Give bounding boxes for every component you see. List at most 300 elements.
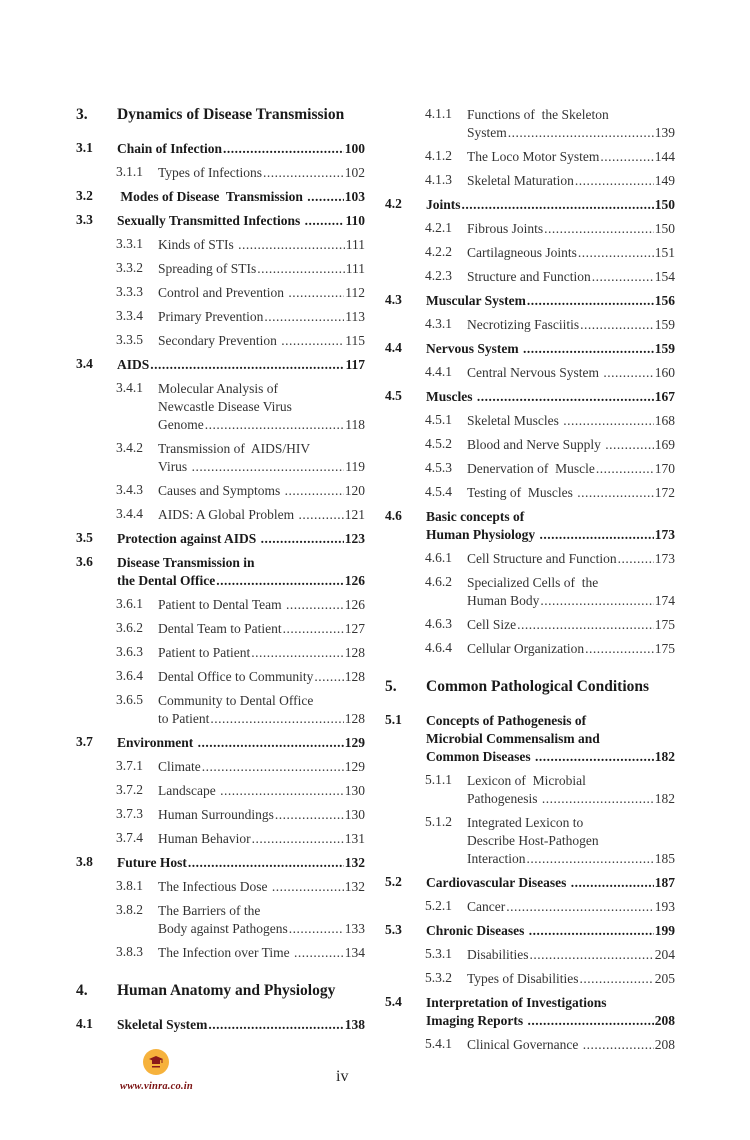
- entry-title-line: The Infection over Time: [158, 945, 293, 960]
- entry-title-line: Skeletal Maturation: [467, 173, 574, 188]
- entry-number: 3.1.1: [116, 164, 143, 179]
- entry-page-number: 149: [654, 173, 675, 188]
- dot-leader: [583, 1036, 654, 1054]
- entry-number: 3.1: [76, 140, 93, 155]
- entry-number: 3.3.4: [116, 308, 143, 323]
- entry-page-number: 120: [344, 483, 365, 498]
- entry-title-line: Common Pathological Conditions: [426, 678, 650, 695]
- entry-title: [158, 758, 365, 776]
- dot-leader: [596, 460, 654, 478]
- dot-leader: [272, 878, 344, 896]
- entry-title: [467, 148, 675, 166]
- entry-number: 3.6.2: [116, 620, 143, 635]
- entry-page-number: 134: [344, 945, 365, 960]
- entry-title: [158, 806, 365, 824]
- entry-number: 4.1.1: [425, 106, 452, 121]
- entry-title: [158, 284, 365, 302]
- entry-page-number: 126: [344, 597, 365, 612]
- entry-title-line: Modes of Disease Transmission: [117, 189, 307, 204]
- entry-title: [158, 506, 365, 524]
- dot-leader: [294, 944, 344, 962]
- dot-leader: [286, 596, 344, 614]
- entry-number: 4.6: [385, 508, 402, 523]
- entry-title-line: The Barriers of the: [158, 903, 261, 918]
- entry-title: [117, 106, 365, 124]
- entry-number: 4.4.1: [425, 364, 452, 379]
- entry-page-number: 167: [654, 389, 675, 404]
- dot-leader: [205, 416, 345, 434]
- dot-leader: [275, 806, 344, 824]
- entry-title: [467, 268, 675, 286]
- entry-number: 3.4: [76, 356, 93, 371]
- entry-number: 3.6.5: [116, 692, 143, 707]
- dot-leader: [526, 850, 653, 868]
- dot-leader: [600, 148, 653, 166]
- entry-title: [426, 712, 675, 766]
- entry-page-number: 208: [654, 1037, 675, 1052]
- page-number: iv: [336, 1068, 349, 1085]
- dot-leader: [529, 922, 654, 940]
- entry-page-number: 132: [344, 879, 365, 894]
- entry-title: [426, 874, 675, 892]
- entry-title: [467, 946, 675, 964]
- entry-title: [467, 814, 675, 868]
- entry-title-line: Describe Host-Pathogen: [467, 833, 599, 848]
- entry-number: 3.5: [76, 530, 93, 545]
- entry-title-line: AIDS: [117, 357, 150, 372]
- entry-page-number: 173: [654, 551, 675, 566]
- dot-leader: [506, 898, 654, 916]
- entry-title-line: Disabilities: [467, 947, 529, 962]
- dot-leader: [508, 124, 654, 142]
- entry-page-number: 172: [654, 485, 675, 500]
- entry-page-number: 113: [345, 309, 365, 324]
- entry-title: [158, 944, 365, 962]
- dot-leader: [530, 946, 654, 964]
- entry-number: 5.3.1: [425, 946, 452, 961]
- entry-number: 5.2: [385, 874, 402, 889]
- entry-number: 3.7: [76, 734, 93, 749]
- entry-title-line: Pathogenesis: [467, 791, 541, 806]
- entry-page-number: 150: [654, 221, 675, 236]
- dot-leader: [257, 260, 345, 278]
- entry-title: [158, 830, 365, 848]
- entry-title-line: Concepts of Pathogenesis of: [426, 713, 587, 728]
- entry-title-line: Fibrous Joints: [467, 221, 544, 236]
- entry-page-number: 111: [345, 261, 365, 276]
- entry-number: 4.6.1: [425, 550, 452, 565]
- entry-number: 3.6.4: [116, 668, 143, 683]
- entry-page-number: 205: [654, 971, 675, 986]
- dot-leader: [288, 284, 344, 302]
- dot-leader: [223, 140, 344, 158]
- dot-leader: [527, 292, 654, 310]
- entry-title-line: Muscles: [426, 389, 476, 404]
- entry-title-line: Types of Infections: [158, 165, 263, 180]
- dot-leader: [535, 748, 654, 766]
- entry-number: 3.4.2: [116, 440, 143, 455]
- dot-leader: [580, 970, 654, 988]
- entry-title: [467, 220, 675, 238]
- entry-title: [117, 212, 365, 230]
- dot-leader: [192, 458, 345, 476]
- entry-title-line: Imaging Reports: [426, 1013, 527, 1028]
- entry-number: 3.7.3: [116, 806, 143, 821]
- entry-title-line: Blood and Nerve Supply: [467, 437, 605, 452]
- entry-number: 3.3.5: [116, 332, 143, 347]
- entry-page-number: 193: [654, 899, 675, 914]
- entry-number: 5.4: [385, 994, 402, 1009]
- dot-leader: [571, 874, 654, 892]
- entry-title-line: The Infectious Dose: [158, 879, 271, 894]
- dot-leader: [202, 758, 344, 776]
- entry-number: 4.6.2: [425, 574, 452, 589]
- entry-number: 3.3: [76, 212, 93, 227]
- entry-page-number: 187: [654, 875, 675, 890]
- entry-title: [467, 550, 675, 568]
- entry-page-number: 199: [654, 923, 675, 938]
- entry-title-line: Functions of the Skeleton: [467, 107, 609, 122]
- entry-number: 4.2.1: [425, 220, 452, 235]
- entry-number: 5.1.2: [425, 814, 452, 829]
- entry-number: 4.6.3: [425, 616, 452, 631]
- entry-page-number: 185: [654, 851, 675, 866]
- dot-leader: [285, 482, 344, 500]
- entry-title-line: Interpretation of Investigations: [426, 995, 607, 1010]
- entry-title-line: Nervous System: [426, 341, 522, 356]
- entry-number: 4.2.3: [425, 268, 452, 283]
- dot-leader: [563, 412, 654, 430]
- entry-title-line: Skeletal System: [117, 1017, 208, 1032]
- entry-title: [117, 530, 365, 548]
- entry-title-line: Human Body: [467, 593, 540, 608]
- entry-title: [158, 164, 365, 182]
- entry-title: [158, 692, 365, 728]
- entry-number: 3.8.2: [116, 902, 143, 917]
- entry-title-line: Necrotizing Fasciitis: [467, 317, 580, 332]
- dot-leader: [220, 782, 344, 800]
- entry-title-line: Body against Pathogens: [158, 921, 288, 936]
- entry-page-number: 182: [654, 749, 675, 764]
- entry-number: 3.3.3: [116, 284, 143, 299]
- entry-title: [158, 332, 365, 350]
- entry-title-line: Cancer: [467, 899, 506, 914]
- entry-page-number: 174: [654, 593, 675, 608]
- entry-title: [467, 574, 675, 610]
- entry-number: 3.4.1: [116, 380, 143, 395]
- entry-title: [467, 970, 675, 988]
- entry-page-number: 173: [654, 527, 675, 542]
- entry-number: 4.5.3: [425, 460, 452, 475]
- entry-page-number: 139: [654, 125, 675, 140]
- entry-page-number: 130: [344, 783, 365, 798]
- entry-title-line: Transmission of AIDS/HIV: [158, 441, 311, 456]
- entry-page-number: 110: [345, 213, 365, 228]
- dot-leader: [577, 484, 653, 502]
- entry-number: 4.1.2: [425, 148, 452, 163]
- entry-page-number: 204: [654, 947, 675, 962]
- entry-title: [158, 878, 365, 896]
- entry-number: 5.: [385, 678, 397, 695]
- entry-page-number: 119: [345, 459, 365, 474]
- entry-title: [158, 308, 365, 326]
- entry-title: [426, 340, 675, 358]
- entry-number: 4.1.3: [425, 172, 452, 187]
- entry-page-number: 123: [344, 531, 365, 546]
- entry-number: 4.5: [385, 388, 402, 403]
- dot-leader: [216, 572, 344, 590]
- entry-page-number: 132: [344, 855, 365, 870]
- entry-title-line: Future Host: [117, 855, 187, 870]
- entry-page-number: 129: [344, 735, 365, 750]
- entry-number: 5.3.2: [425, 970, 452, 985]
- entry-title-line: Chain of Infection: [117, 141, 223, 156]
- entry-title: [426, 292, 675, 310]
- entry-title-line: Human Surroundings: [158, 807, 274, 822]
- entry-title: [117, 140, 365, 158]
- entry-title-line: Testing of Muscles: [467, 485, 577, 500]
- entry-page-number: 138: [344, 1017, 365, 1032]
- entry-number: 3.7.1: [116, 758, 143, 773]
- entry-title: [467, 172, 675, 190]
- entry-title: [467, 364, 675, 382]
- entry-title: [467, 436, 675, 454]
- dot-leader: [477, 388, 654, 406]
- entry-title-line: Cardiovascular Diseases: [426, 875, 570, 890]
- entry-page-number: 128: [344, 645, 365, 660]
- dot-leader: [585, 640, 654, 658]
- entry-title-line: the Dental Office: [117, 573, 216, 588]
- entry-page-number: 160: [654, 365, 675, 380]
- entry-title-line: Dental Team to Patient: [158, 621, 282, 636]
- entry-title-line: Cellular Organization: [467, 641, 585, 656]
- dot-leader: [528, 1012, 654, 1030]
- entry-title-line: Muscular System: [426, 293, 526, 308]
- entry-number: 4.2.2: [425, 244, 452, 259]
- entry-title-line: Cell Structure and Function: [467, 551, 617, 566]
- entry-title: [117, 854, 365, 872]
- entry-title: [467, 898, 675, 916]
- entry-title: [467, 316, 675, 334]
- entry-number: 3.2: [76, 188, 93, 203]
- entry-number: 3.3.2: [116, 260, 143, 275]
- entry-page-number: 170: [654, 461, 675, 476]
- entry-title: [117, 554, 365, 590]
- entry-number: 5.1: [385, 712, 402, 727]
- dot-leader: [264, 308, 344, 326]
- entry-title-line: Human Behavior: [158, 831, 251, 846]
- entry-number: 4.6.4: [425, 640, 452, 655]
- dot-leader: [210, 710, 343, 728]
- entry-title: [158, 782, 365, 800]
- entry-title-line: Microbial Commensalism and: [426, 731, 600, 746]
- entry-title-line: Control and Prevention: [158, 285, 288, 300]
- entry-title-line: Cartilagneous Joints: [467, 245, 577, 260]
- entry-title-line: Integrated Lexicon to: [467, 815, 584, 830]
- entry-title: [467, 106, 675, 142]
- entry-title-line: Secondary Prevention: [158, 333, 281, 348]
- dot-leader: [544, 220, 654, 238]
- entry-title: [158, 902, 365, 938]
- entry-title-line: Specialized Cells of the: [467, 575, 599, 590]
- entry-title-line: Protection against AIDS: [117, 531, 260, 546]
- entry-title-line: Central Nervous System: [467, 365, 603, 380]
- dot-leader: [517, 616, 654, 634]
- dot-leader: [575, 172, 654, 190]
- entry-title: [158, 440, 365, 476]
- dot-leader: [603, 364, 653, 382]
- entry-title-line: Common Diseases: [426, 749, 534, 764]
- entry-number: 5.3: [385, 922, 402, 937]
- entry-title-line: Climate: [158, 759, 201, 774]
- entry-title: [426, 994, 675, 1030]
- dot-leader: [592, 268, 654, 286]
- dot-leader: [580, 316, 654, 334]
- entry-number: 4.2: [385, 196, 402, 211]
- entry-number: 3.: [76, 106, 88, 123]
- entry-page-number: 126: [344, 573, 365, 588]
- entry-title-line: Causes and Symptoms: [158, 483, 284, 498]
- entry-page-number: 130: [344, 807, 365, 822]
- entry-page-number: 169: [654, 437, 675, 452]
- entry-title-line: Denervation of Muscle: [467, 461, 595, 476]
- entry-title-line: Basic concepts of: [426, 509, 525, 524]
- graduation-cap-icon: [148, 1055, 164, 1069]
- entry-page-number: 121: [344, 507, 365, 522]
- entry-title-line: Clinical Governance: [467, 1037, 582, 1052]
- entry-title: [426, 508, 675, 544]
- entry-page-number: 156: [654, 293, 675, 308]
- publisher-url[interactable]: www.vinra.co.in: [120, 1081, 193, 1092]
- entry-title: [467, 412, 675, 430]
- entry-number: 3.7.2: [116, 782, 143, 797]
- dot-leader: [150, 356, 344, 374]
- entry-number: 3.6.3: [116, 644, 143, 659]
- dot-leader: [307, 188, 343, 206]
- entry-title: [117, 982, 365, 1000]
- entry-page-number: 103: [344, 189, 365, 204]
- entry-title-line: Dental Office to Community: [158, 669, 314, 684]
- entry-title-line: Cell Size: [467, 617, 517, 632]
- entry-page-number: 129: [344, 759, 365, 774]
- entry-number: 3.8.3: [116, 944, 143, 959]
- dot-leader: [305, 212, 345, 230]
- entry-title: [117, 188, 365, 206]
- entry-page-number: 159: [654, 317, 675, 332]
- entry-title-line: System: [467, 125, 507, 140]
- entry-title-line: Virus: [158, 459, 191, 474]
- dot-leader: [208, 1016, 343, 1034]
- entry-title: [158, 260, 365, 278]
- entry-page-number: 154: [654, 269, 675, 284]
- entry-title-line: Lexicon of Microbial: [467, 773, 586, 788]
- entry-page-number: 115: [345, 333, 365, 348]
- dot-leader: [540, 592, 653, 610]
- entry-title-line: Structure and Function: [467, 269, 591, 284]
- entry-title-line: Joints: [426, 197, 461, 212]
- entry-page-number: 131: [344, 831, 365, 846]
- entry-title-line: The Loco Motor System: [467, 149, 600, 164]
- entry-number: 3.4.4: [116, 506, 143, 521]
- entry-page-number: 111: [345, 237, 365, 252]
- entry-number: 3.3.1: [116, 236, 143, 251]
- entry-page-number: 133: [344, 921, 365, 936]
- dot-leader: [283, 620, 344, 638]
- entry-title: [467, 484, 675, 502]
- entry-title: [158, 236, 365, 254]
- entry-title-line: Patient to Dental Team: [158, 597, 286, 612]
- dot-leader: [281, 332, 344, 350]
- entry-title: [117, 734, 365, 752]
- entry-number: 4.5.2: [425, 436, 452, 451]
- entry-number: 4.4: [385, 340, 402, 355]
- entry-number: 3.8: [76, 854, 93, 869]
- entry-number: 4.3: [385, 292, 402, 307]
- entry-title: [467, 772, 675, 808]
- entry-title-line: Environment: [117, 735, 197, 750]
- entry-number: 5.4.1: [425, 1036, 452, 1051]
- dot-leader: [251, 644, 344, 662]
- entry-title: [426, 678, 675, 696]
- entry-title-line: Patient to Patient: [158, 645, 251, 660]
- entry-page-number: 100: [344, 141, 365, 156]
- entry-page-number: 150: [654, 197, 675, 212]
- entry-number: 3.6: [76, 554, 93, 569]
- dot-leader: [314, 668, 343, 686]
- dot-leader: [263, 164, 344, 182]
- entry-title: [158, 596, 365, 614]
- entry-title-line: Types of Disabilities: [467, 971, 579, 986]
- entry-title: [158, 482, 365, 500]
- dot-leader: [540, 526, 654, 544]
- entry-title: [467, 640, 675, 658]
- entry-number: 3.6.1: [116, 596, 143, 611]
- entry-title: [117, 1016, 365, 1034]
- entry-title: [467, 616, 675, 634]
- entry-title-line: Skeletal Muscles: [467, 413, 563, 428]
- entry-title: [426, 388, 675, 406]
- dot-leader: [605, 436, 654, 454]
- entry-number: 4.5.1: [425, 412, 452, 427]
- entry-title-line: Spreading of STIs: [158, 261, 257, 276]
- entry-page-number: 118: [345, 417, 365, 432]
- dot-leader: [188, 854, 344, 872]
- entry-number: 3.4.3: [116, 482, 143, 497]
- entry-page-number: 128: [344, 669, 365, 684]
- entry-number: 4.: [76, 982, 88, 999]
- entry-title: [467, 244, 675, 262]
- entry-page-number: 144: [654, 149, 675, 164]
- entry-title-line: Primary Prevention: [158, 309, 264, 324]
- entry-page-number: 168: [654, 413, 675, 428]
- entry-title: [467, 460, 675, 478]
- entry-number: 5.1.1: [425, 772, 452, 787]
- entry-title: [158, 380, 365, 434]
- entry-title-line: Human Anatomy and Physiology: [117, 982, 336, 999]
- entry-title: [467, 1036, 675, 1054]
- entry-page-number: 208: [654, 1013, 675, 1028]
- entry-title-line: Landscape: [158, 783, 220, 798]
- entry-title-line: Interaction: [467, 851, 526, 866]
- entry-title: [426, 196, 675, 214]
- dot-leader: [299, 506, 344, 524]
- entry-page-number: 151: [654, 245, 675, 260]
- entry-page-number: 159: [654, 341, 675, 356]
- entry-page-number: 128: [344, 711, 365, 726]
- dot-leader: [542, 790, 654, 808]
- entry-title-line: Newcastle Disease Virus: [158, 399, 292, 414]
- entry-page-number: 175: [654, 641, 675, 656]
